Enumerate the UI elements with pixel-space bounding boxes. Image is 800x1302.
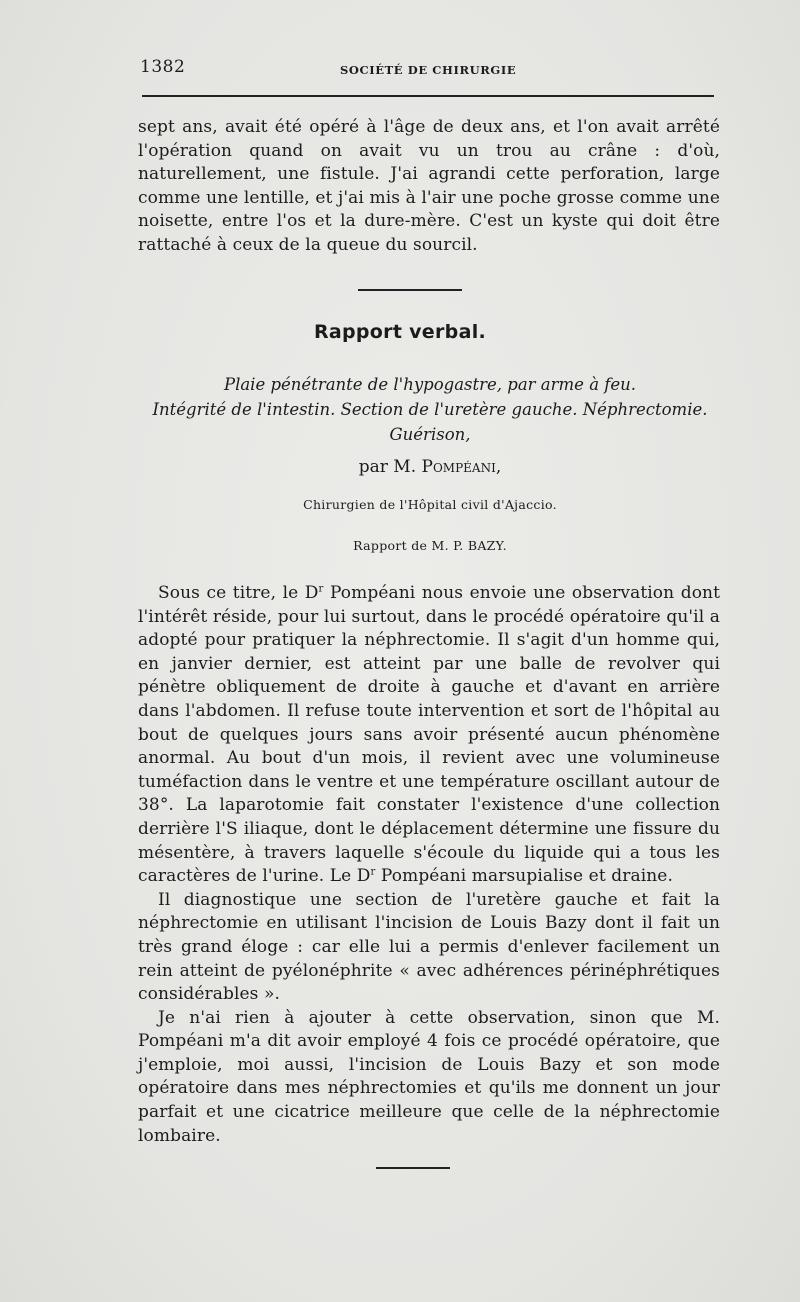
body-paragraph-3: Je n'ai rien à ajouter à cette observation, sinon que M. Pompéani m'a dit avoir employé 4 fois ce procédé opératoire, que j'emploie, moi aussi, l'incision de Louis Bazy et son mode opératoire dans mes néphrectomies et qu'ils me donnent un jour parfait et une cicatrice meilleure que celle de la néphrectomie lombaire. xyxy=(138,1007,720,1146)
report-body xyxy=(138,582,720,1148)
subtitle-line-2: Intégrité de l'intestin. Section de l'uretère gauche. Néphrectomie. xyxy=(152,400,708,419)
body-p1-part-a: Sous ce titre, le D xyxy=(158,583,319,603)
author-affiliation: Chirurgien de l'Hôpital civil d'Ajaccio. xyxy=(303,497,557,512)
author-name: Pompéani, xyxy=(421,457,502,477)
body-p1-part-b: Pompéani nous envoie une observation dont l'intérêt réside, pour lui surtout, dans le procédé opératoire qu'il a adopté pour pratiquer la néphrectomie. Il s'agit d'un homme qui, en janvier dernier, est atteint par une balle de revolver qui pénètre obliquement de droite à gauche et d'avant en arrière dans l'abdomen. Il refuse toute intervention et sort de l'hôpital au bout de quelques jours sans avoir présenté aucun phénomène anormal. Au bout d'un mois, il revient avec une volumineuse tuméfaction dans le ventre et une température oscillant autour de 38°. La laparotomie fait constater l'existence d'une collection derrière l'S iliaque, dont le déplacement détermine une fissure du mésentère, à travers laquelle s'écoule du liquide qui a tous les caractères de l'urine. Le D xyxy=(138,583,721,887)
page-header xyxy=(140,57,720,87)
subtitle-line-1: Plaie pénétrante de l'hypogastre, par arme à feu. xyxy=(223,375,637,394)
body-paragraph-1 xyxy=(138,582,720,889)
author-prefix: par M. xyxy=(358,457,417,477)
section-separator xyxy=(358,289,462,291)
section-title: Rapport verbal. xyxy=(313,321,487,343)
subtitle-line-3: Guérison, xyxy=(389,425,471,444)
header-rule xyxy=(142,95,714,97)
page-number: 1382 xyxy=(140,57,186,77)
end-separator xyxy=(376,1167,450,1169)
intro-paragraph: sept ans, avait été opéré à l'âge de deux ans, et l'on avait arrêté l'opération quand on avait vu un trou au crâne : d'où, naturellement, une fistule. J'ai agrandi cette perforation, large comme une lentille, et j'ai mis à l'air une poche grosse comme une noisette, entre l'os et la dure-mère. C'est un kyste qui doit être rattaché à ceux de la queue du sourcil. xyxy=(138,117,720,255)
body-p1-part-c: Pompéani marsupialise et draine. xyxy=(375,866,673,887)
author-line xyxy=(140,457,720,477)
body-p1-sup-1: r xyxy=(318,583,324,595)
intro-paragraph-block xyxy=(138,116,720,258)
body-p1-sup-2: r xyxy=(370,866,376,878)
body-paragraph-2: Il diagnostique une section de l'uretère gauche et fait la néphrectomie en utilisant l'incision de Louis Bazy dont il fait un très grand éloge : car elle lui a permis d'enlever facilement un rein atteint de pyélonéphrite « avec adhérences périnéphrétiques considérables ». xyxy=(138,889,720,1005)
report-by: Rapport de M. P. BAZY. xyxy=(353,538,507,553)
running-head: SOCIÉTÉ DE CHIRURGIE xyxy=(340,63,517,77)
